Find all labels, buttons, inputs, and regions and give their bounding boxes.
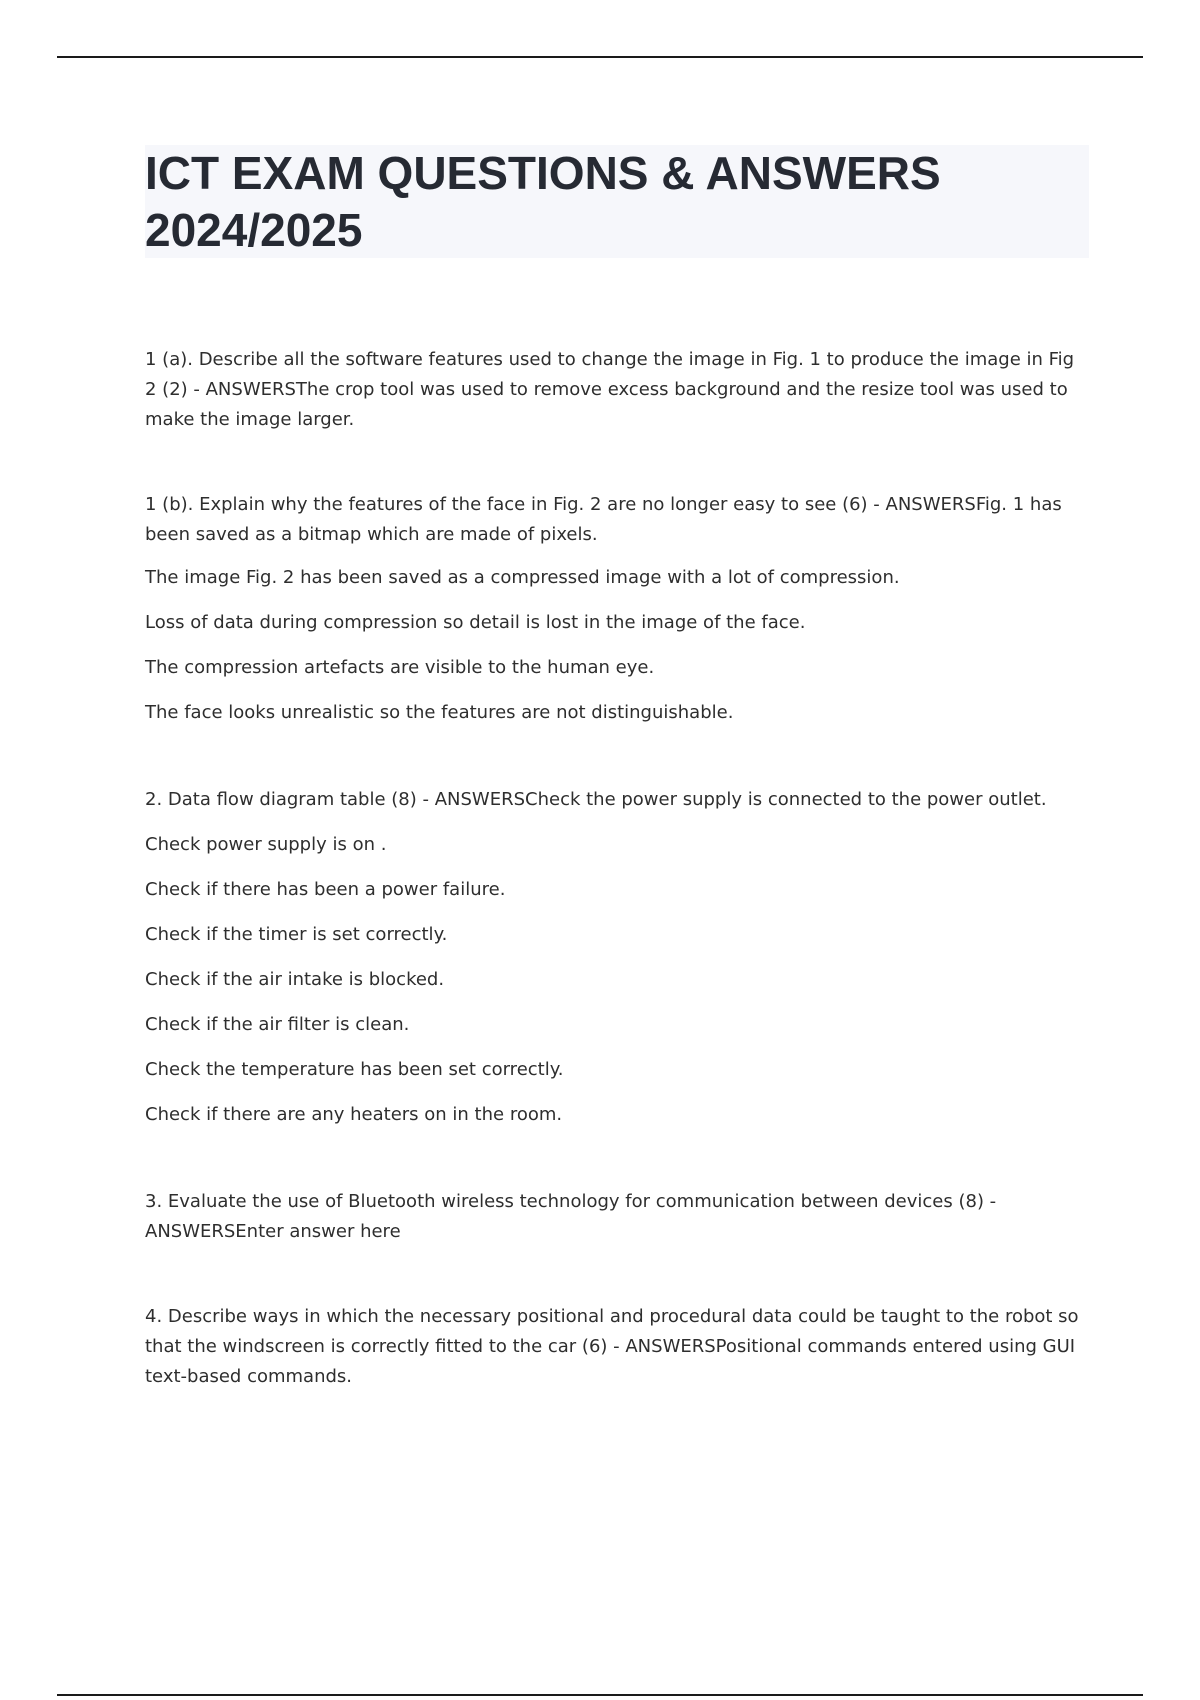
title-line-1: ICT EXAM QUESTIONS & ANSWERS — [145, 147, 941, 199]
top-rule — [57, 56, 1143, 58]
answer-line: Check power supply is on . — [145, 834, 387, 855]
question-block-2 — [145, 785, 1080, 1130]
spacer — [145, 448, 1080, 490]
answer-line: The image Fig. 2 has been saved as a compressed image with a lot of compression. — [145, 567, 900, 588]
bottom-rule — [57, 1694, 1143, 1696]
spacer — [145, 1260, 1080, 1302]
page-title — [145, 145, 1089, 259]
document-body — [145, 345, 1080, 1405]
title-line-2: 2024/2025 — [145, 204, 363, 256]
answer-line: The compression artefacts are visible to the human eye. — [145, 657, 655, 678]
answer-line: Check if there has been a power failure. — [145, 879, 506, 900]
question-4-text: 4. Describe ways in which the necessary positional and procedural data could be taught to the robot so that the windscreen is correctly fitted to the car (6) - ANSWERSPositional commands entered using GUI text-based commands. — [145, 1306, 1079, 1387]
answer-line: Check if the air intake is blocked. — [145, 969, 445, 990]
question-block-1b — [145, 490, 1080, 728]
question-1b-text: 1 (b). Explain why the features of the face in Fig. 2 are no longer easy to see (6) - ANSWERSFig. 1 has been saved as a bitmap which are made of pixels. — [145, 494, 1062, 545]
question-3-text: 3. Evaluate the use of Bluetooth wireless technology for communication between devices (8) - ANSWERSEnter answer here — [145, 1191, 997, 1242]
spacer — [145, 743, 1080, 785]
question-block-4 — [145, 1302, 1080, 1392]
answer-line: Loss of data during compression so detail is lost in the image of the face. — [145, 612, 806, 633]
question-1a-text: 1 (a). Describe all the software features used to change the image in Fig. 1 to produce the image in Fig 2 (2) - ANSWERSThe crop tool was used to remove excess background and the resize tool was used to make the image larger. — [145, 349, 1075, 430]
answer-line: The face looks unrealistic so the features are not distinguishable. — [145, 702, 734, 723]
spacer — [145, 1145, 1080, 1187]
answer-line: Check if the timer is set correctly. — [145, 924, 448, 945]
question-block-1a — [145, 345, 1080, 435]
answer-line: Check if the air filter is clean. — [145, 1014, 410, 1035]
answer-line: Check if there are any heaters on in the room. — [145, 1104, 563, 1125]
answer-line: Check the temperature has been set correctly. — [145, 1059, 564, 1080]
question-block-3 — [145, 1187, 1080, 1247]
title-banner — [145, 145, 1089, 258]
question-2-text: 2. Data flow diagram table (8) - ANSWERSCheck the power supply is connected to the power outlet. — [145, 789, 1047, 810]
